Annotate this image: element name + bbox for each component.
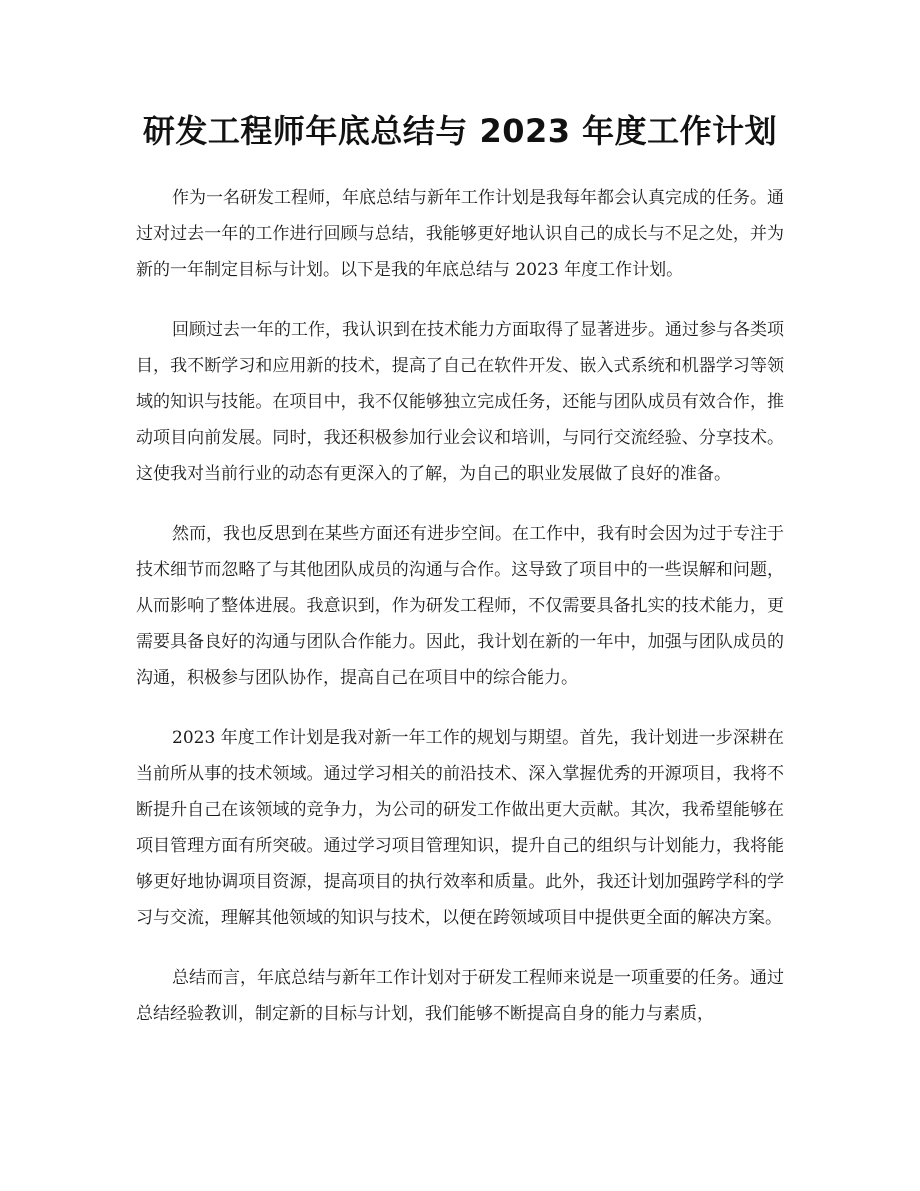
document-title: 研发工程师年底总结与 2023 年度工作计划: [142, 112, 778, 150]
paragraph-review: 回顾过去一年的工作，我认识到在技术能力方面取得了显著进步。通过参与各类项目，我不断学习和应用新的技术，提高了自己在软件开发、嵌入式系统和机器学习等领域的知识与技能。在项目中，我不仅能够独立完成任务，还能与团队成员有效合作，推动项目向前发展。同时，我还积极参加行业会议和培训，与同行交流经验、分享技术。这使我对当前行业的动态有更深入的了解，为自己的职业发展做了良好的准备。: [136, 320, 784, 484]
paragraph-intro: 作为一名研发工程师，年底总结与新年工作计划是我每年都会认真完成的任务。通过对过去一年的工作进行回顾与总结，我能够更好地认识自己的成长与不足之处，并为新的一年制定目标与计划。以下是我的年底总结与 2023 年度工作计划。: [136, 188, 784, 280]
paragraph-conclusion: 总结而言，年底总结与新年工作计划对于研发工程师来说是一项重要的任务。通过总结经验教训，制定新的目标与计划，我们能够不断提高自身的能力与素质，: [136, 968, 784, 1024]
document-body: [136, 180, 784, 1056]
paragraph-reflection: 然而，我也反思到在某些方面还有进步空间。在工作中，我有时会因为过于专注于技术细节而忽略了与其他团队成员的沟通与合作。这导致了项目中的一些误解和问题，从而影响了整体进展。我意识到，作为研发工程师，不仅需要具备扎实的技术能力，更需要具备良好的沟通与团队合作能力。因此，我计划在新的一年中，加强与团队成员的沟通，积极参与团队协作，提高自己在项目中的综合能力。: [136, 524, 784, 688]
paragraph-plan: 2023 年度工作计划是我对新一年工作的规划与期望。首先，我计划进一步深耕在当前所从事的技术领域。通过学习相关的前沿技术、深入掌握优秀的开源项目，我将不断提升自己在该领域的竞争力，为公司的研发工作做出更大贡献。其次，我希望能够在项目管理方面有所突破。通过学习项目管理知识，提升自己的组织与计划能力，我将能够更好地协调项目资源，提高项目的执行效率和质量。此外，我还计划加强跨学科的学习与交流，理解其他领域的知识与技术，以便在跨领域项目中提供更全面的解决方案。: [136, 728, 784, 928]
